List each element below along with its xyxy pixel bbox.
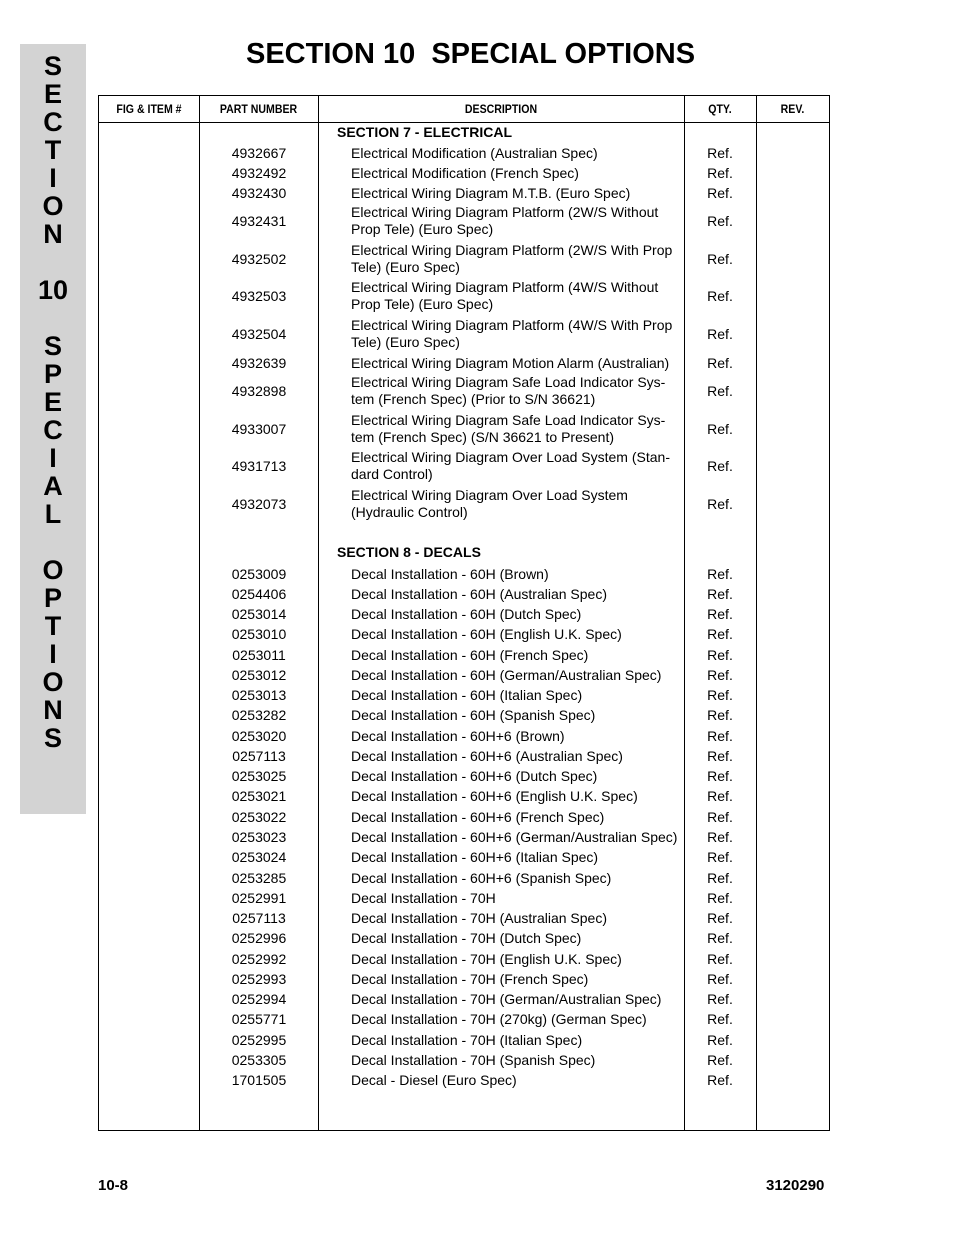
description-cell: Electrical Wiring Diagram M.T.B. (Euro Spec) — [351, 185, 631, 201]
description-cell: Decal Installation - 60H (Dutch Spec) — [351, 606, 582, 622]
part-number-cell: 0252995 — [231, 1032, 287, 1048]
description-cell: Decal Installation - 60H+6 (French Spec) — [351, 809, 605, 825]
part-number-cell: 4932502 — [231, 251, 287, 267]
side-tab-letter: E — [43, 79, 62, 109]
description-cell: Decal Installation - 70H (270kg) (German Spec) — [351, 1011, 647, 1027]
part-number-cell: 0255771 — [231, 1011, 287, 1027]
table-row — [99, 604, 829, 624]
qty-cell: Ref. — [707, 165, 733, 181]
qty-cell: Ref. — [707, 788, 733, 804]
table-row — [99, 448, 829, 485]
description-cell: Decal Installation - 60H+6 (Spanish Spec) — [351, 870, 612, 886]
description-cell: Decal Installation - 60H (Spanish Spec) — [351, 707, 596, 723]
qty-cell: Ref. — [707, 213, 733, 229]
part-number-cell: 0253009 — [231, 566, 287, 582]
part-number-cell: 0253012 — [231, 667, 287, 683]
qty-cell: Ref. — [707, 1011, 733, 1027]
table-row — [99, 411, 829, 448]
qty-cell: Ref. — [707, 606, 733, 622]
table-row — [99, 645, 829, 665]
table-row — [99, 726, 829, 746]
side-tab-letter: I — [49, 639, 57, 669]
side-tab-letter: S — [43, 723, 62, 753]
qty-cell: Ref. — [707, 991, 733, 1007]
side-tab-letter: T — [44, 611, 62, 641]
side-tab-letter: C — [43, 107, 63, 137]
table-row — [99, 827, 829, 847]
page-title: SECTION 10 SPECIAL OPTIONS — [246, 38, 696, 70]
qty-cell: Ref. — [707, 1032, 733, 1048]
part-number-cell: 0252993 — [231, 971, 287, 987]
table-row — [99, 786, 829, 806]
header-description: DESCRIPTION — [464, 102, 538, 116]
side-tab-letter: O — [42, 667, 64, 697]
table-row — [99, 316, 829, 353]
table-row — [99, 624, 829, 644]
table-row — [99, 665, 829, 685]
table-row — [99, 203, 829, 240]
table-row — [99, 949, 829, 969]
table-row — [99, 888, 829, 908]
part-number-cell: 0252996 — [231, 930, 287, 946]
qty-cell: Ref. — [707, 890, 733, 906]
part-number-cell: 1701505 — [231, 1072, 287, 1088]
description-cell: Electrical Wiring Diagram Over Load System (Stan-dard Control) — [351, 449, 670, 482]
qty-cell: Ref. — [707, 647, 733, 663]
table-row — [99, 353, 829, 373]
description-cell: Electrical Wiring Diagram Safe Load Indicator Sys-tem (French Spec) (Prior to S/N 36621) — [351, 374, 666, 407]
description-cell: Decal Installation - 60H (Brown) — [351, 566, 549, 582]
qty-cell: Ref. — [707, 185, 733, 201]
side-tab-letter: P — [43, 583, 62, 613]
qty-cell: Ref. — [707, 930, 733, 946]
part-number-cell: 4932504 — [231, 326, 287, 342]
side-tab-letter: P — [43, 359, 62, 389]
qty-cell: Ref. — [707, 829, 733, 845]
part-number-cell: 4933007 — [231, 421, 287, 437]
part-number-cell: 4932430 — [231, 185, 287, 201]
table-row — [99, 183, 829, 203]
description-cell: Decal Installation - 70H (English U.K. Spec) — [351, 951, 622, 967]
part-number-cell: 4932073 — [231, 496, 287, 512]
qty-cell: Ref. — [707, 251, 733, 267]
description-cell: Decal Installation - 70H — [351, 890, 496, 906]
table-row — [99, 928, 829, 948]
table-row — [99, 486, 829, 523]
description-cell: Decal Installation - 60H+6 (Brown) — [351, 728, 565, 744]
side-tab-letter: O — [42, 191, 64, 221]
side-tab-letter: O — [42, 555, 64, 585]
qty-cell: Ref. — [707, 383, 733, 399]
table-row — [99, 705, 829, 725]
table-row — [99, 241, 829, 278]
table-row — [99, 1030, 829, 1050]
description-cell: Decal Installation - 60H (Australian Spec) — [351, 586, 608, 602]
table-row — [99, 143, 829, 163]
side-tab-letter: C — [43, 415, 63, 445]
part-number-cell: 0253025 — [231, 768, 287, 784]
part-number-cell: 4932898 — [231, 383, 287, 399]
part-number-cell: 0253010 — [231, 626, 287, 642]
part-number-cell: 0257113 — [232, 748, 286, 764]
qty-cell: Ref. — [707, 326, 733, 342]
description-cell: Decal Installation - 60H+6 (English U.K. Spec) — [351, 788, 638, 804]
side-tab-letter: E — [43, 387, 62, 417]
qty-cell: Ref. — [707, 288, 733, 304]
description-cell: Decal Installation - 60H (German/Australian Spec) — [351, 667, 662, 683]
part-number-cell: 0257113 — [232, 910, 286, 926]
side-tab-letter: S — [43, 51, 62, 81]
table-row — [99, 847, 829, 867]
part-number-cell: 0253021 — [231, 788, 287, 804]
qty-cell: Ref. — [707, 849, 733, 865]
header-fig-item: FIG & ITEM # — [116, 102, 182, 116]
qty-cell: Ref. — [707, 870, 733, 886]
table-row — [99, 989, 829, 1009]
qty-cell: Ref. — [707, 145, 733, 161]
part-number-cell: 0253023 — [231, 829, 287, 845]
table-row — [99, 908, 829, 928]
side-tab-letter: N — [43, 695, 63, 725]
description-cell: Decal Installation - 60H+6 (Italian Spec) — [351, 849, 599, 865]
description-cell: Decal Installation - 70H (Italian Spec) — [351, 1032, 583, 1048]
table-row — [99, 163, 829, 183]
description-cell: Decal Installation - 70H (French Spec) — [351, 971, 589, 987]
side-tab-letter: I — [49, 443, 57, 473]
description-cell: Decal Installation - 60H+6 (Dutch Spec) — [351, 768, 598, 784]
table-row — [99, 746, 829, 766]
part-number-cell: 0253013 — [231, 687, 287, 703]
description-cell: Decal - Diesel (Euro Spec) — [351, 1072, 517, 1088]
table-row — [99, 1050, 829, 1070]
table-row — [99, 278, 829, 315]
part-number-cell: 0253282 — [231, 707, 287, 723]
qty-cell: Ref. — [707, 910, 733, 926]
part-number-cell: 0253020 — [231, 728, 287, 744]
table-row — [99, 373, 829, 410]
side-tab-letter: T — [44, 135, 62, 165]
header-part-number: PART NUMBER — [219, 102, 298, 116]
description-cell: Electrical Wiring Diagram Platform (4W/S With Prop Tele) (Euro Spec) — [351, 317, 673, 350]
description-cell: Electrical Wiring Diagram Platform (2W/S Without Prop Tele) (Euro Spec) — [351, 204, 659, 237]
section-heading-row — [99, 543, 829, 561]
side-tab-letter: L — [44, 499, 62, 529]
header-rev: REV. — [780, 102, 805, 116]
part-number-cell: 0254406 — [231, 586, 287, 602]
part-number-cell: 4932667 — [231, 145, 287, 161]
part-number-cell: 0253305 — [231, 1052, 287, 1068]
description-cell: Electrical Wiring Diagram Safe Load Indicator Sys-tem (French Spec) (S/N 36621 to Present) — [351, 412, 666, 445]
part-number-cell: 4932492 — [231, 165, 287, 181]
description-cell: Electrical Wiring Diagram Over Load System (Hydraulic Control) — [351, 487, 628, 520]
header-qty: QTY. — [708, 102, 732, 116]
part-number-cell: 4932503 — [231, 288, 287, 304]
side-tab-letter: A — [43, 471, 63, 501]
description-cell: Decal Installation - 60H (Italian Spec) — [351, 687, 583, 703]
part-number-cell: 0252991 — [231, 890, 287, 906]
part-number-cell: 4932639 — [231, 355, 287, 371]
description-cell: Decal Installation - 70H (German/Australian Spec) — [351, 991, 662, 1007]
table-header — [99, 96, 829, 123]
table-row — [99, 1009, 829, 1029]
side-tab-letter: I — [49, 163, 57, 193]
part-number-cell: 4932431 — [231, 213, 287, 229]
description-cell: Decal Installation - 60H (French Spec) — [351, 647, 589, 663]
table-row — [99, 807, 829, 827]
parts-table — [98, 95, 830, 1131]
table-row — [99, 766, 829, 786]
side-tab-letter: N — [43, 219, 63, 249]
description-cell: Decal Installation - 70H (Australian Spec) — [351, 910, 608, 926]
qty-cell: Ref. — [707, 687, 733, 703]
qty-cell: Ref. — [707, 421, 733, 437]
description-cell: Electrical Modification (Australian Spec) — [351, 145, 598, 161]
table-row — [99, 564, 829, 584]
part-number-cell: 0253022 — [231, 809, 287, 825]
part-number-cell: 0252994 — [231, 991, 287, 1007]
qty-cell: Ref. — [707, 748, 733, 764]
description-cell: Electrical Wiring Diagram Platform (4W/S Without Prop Tele) (Euro Spec) — [351, 279, 659, 312]
qty-cell: Ref. — [707, 586, 733, 602]
part-number-cell: 0253011 — [232, 647, 286, 663]
qty-cell: Ref. — [707, 1052, 733, 1068]
table-row — [99, 1070, 829, 1090]
qty-cell: Ref. — [707, 626, 733, 642]
qty-cell: Ref. — [707, 458, 733, 474]
qty-cell: Ref. — [707, 971, 733, 987]
table-row — [99, 969, 829, 989]
qty-cell: Ref. — [707, 355, 733, 371]
qty-cell: Ref. — [707, 707, 733, 723]
description-cell: Decal Installation - 70H (Spanish Spec) — [351, 1052, 596, 1068]
side-tab-letter: 10 — [37, 275, 69, 305]
part-number-cell: 0253285 — [231, 870, 287, 886]
description-cell: Electrical Wiring Diagram Platform (2W/S With Prop Tele) (Euro Spec) — [351, 242, 673, 275]
qty-cell: Ref. — [707, 728, 733, 744]
qty-cell: Ref. — [707, 768, 733, 784]
qty-cell: Ref. — [707, 809, 733, 825]
part-number-cell: 4931713 — [231, 458, 287, 474]
document-number: 3120290 — [766, 1177, 825, 1194]
description-cell: Decal Installation - 60H+6 (Australian Spec) — [351, 748, 623, 764]
qty-cell: Ref. — [707, 566, 733, 582]
part-number-cell: 0252992 — [231, 951, 287, 967]
qty-cell: Ref. — [707, 496, 733, 512]
side-tab-letter: S — [43, 331, 62, 361]
description-cell: Decal Installation - 60H+6 (German/Australian Spec) — [351, 829, 678, 845]
description-cell: SECTION 7 - ELECTRICAL — [337, 124, 513, 140]
description-cell: Decal Installation - 60H (English U.K. Spec) — [351, 626, 622, 642]
qty-cell: Ref. — [707, 1072, 733, 1088]
part-number-cell: 0253024 — [231, 849, 287, 865]
section-heading-row — [99, 123, 829, 141]
page-number: 10-8 — [98, 1177, 129, 1194]
side-tab-label — [20, 52, 86, 752]
table-row — [99, 868, 829, 888]
qty-cell: Ref. — [707, 951, 733, 967]
table-row — [99, 584, 829, 604]
table-row — [99, 685, 829, 705]
part-number-cell: 0253014 — [231, 606, 287, 622]
qty-cell: Ref. — [707, 667, 733, 683]
description-cell: Electrical Modification (French Spec) — [351, 165, 579, 181]
description-cell: Decal Installation - 70H (Dutch Spec) — [351, 930, 582, 946]
description-cell: SECTION 8 - DECALS — [337, 544, 481, 560]
description-cell: Electrical Wiring Diagram Motion Alarm (Australian) — [351, 355, 670, 371]
